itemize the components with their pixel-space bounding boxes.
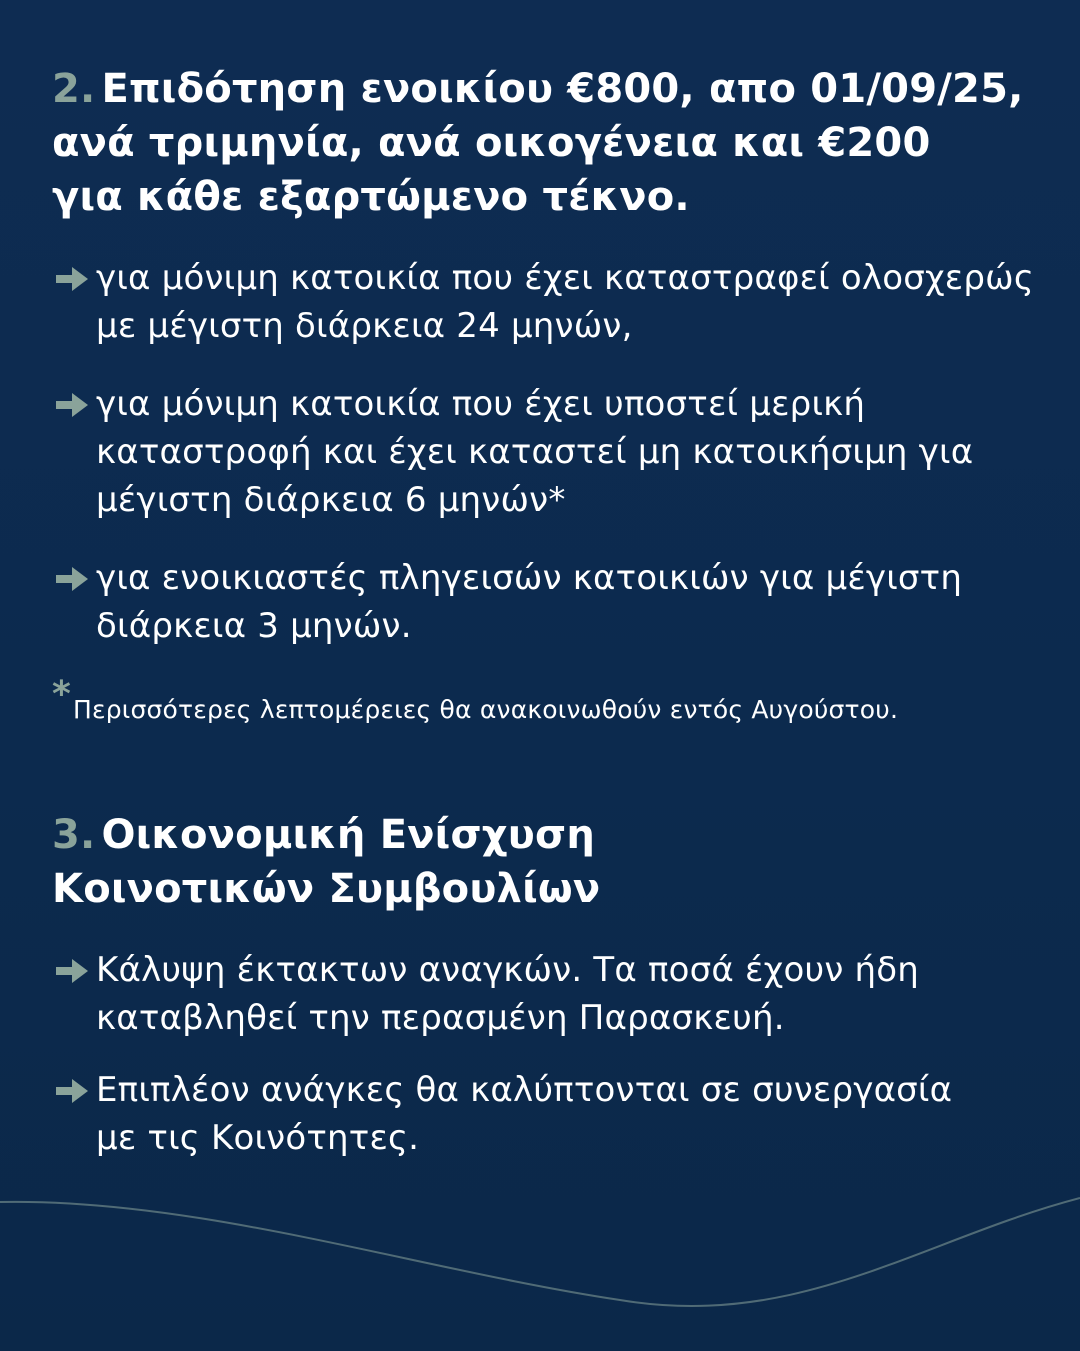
item-line: με μέγιστη διάρκεια 24 μηνών,	[96, 306, 633, 346]
section-2-list	[52, 254, 1040, 650]
list-item	[52, 946, 1040, 1042]
item-line: διάρκεια 3 μηνών.	[96, 606, 412, 646]
section-community-support	[52, 808, 1040, 1162]
footnote-text: Περισσότερες λεπτομέρειες θα ανακοινωθούν εντός Αυγούστου.	[73, 695, 899, 724]
arrow-right-icon	[54, 564, 90, 594]
section-3-heading	[52, 808, 1040, 916]
item-line: Κάλυψη έκτακτων αναγκών. Τα ποσά έχουν ήδη	[96, 950, 920, 990]
item-line: για μόνιμη κατοικία που έχει καταστραφεί ολοσχερώς	[96, 258, 1034, 298]
arrow-right-icon	[54, 956, 90, 986]
item-line: για ενοικιαστές πληγεισών κατοικιών για μέγιστη	[96, 558, 963, 598]
item-line: Επιπλέον ανάγκες θα καλύπτονται σε συνεργασία	[96, 1070, 953, 1110]
section-3-number: 3.	[52, 812, 96, 858]
arrow-right-icon	[54, 1076, 90, 1106]
asterisk-icon: *	[52, 674, 72, 715]
heading-line: ανά τριμηνία, ανά οικογένεια και €200	[52, 120, 931, 166]
list-item	[52, 380, 1040, 524]
list-item	[52, 1066, 1040, 1162]
item-line: με τις Κοινότητες.	[96, 1118, 420, 1158]
item-line: για μόνιμη κατοικία που έχει υποστεί μερική	[96, 384, 866, 424]
arrow-right-icon	[54, 390, 90, 420]
heading-line: Οικονομική Ενίσχυση	[101, 812, 596, 858]
footnote	[52, 674, 899, 727]
heading-line: Κοινοτικών Συμβουλίων	[52, 866, 601, 912]
arrow-right-icon	[54, 264, 90, 294]
heading-line: Επιδότηση ενοικίου €800, απο 01/09/25,	[101, 66, 1024, 112]
item-line: καταστροφή και έχει καταστεί μη κατοικήσιμη για	[96, 432, 974, 472]
list-item	[52, 254, 1040, 350]
wave-divider	[0, 1180, 1080, 1351]
heading-line: για κάθε εξαρτώμενο τέκνο.	[52, 174, 690, 220]
item-line: καταβληθεί την περασμένη Παρασκευή.	[96, 998, 785, 1038]
list-item	[52, 554, 1040, 650]
section-2-number: 2.	[52, 66, 96, 112]
section-3-list	[52, 946, 1040, 1162]
section-rent-subsidy	[52, 62, 1040, 650]
section-2-heading	[52, 62, 1040, 224]
item-line: μέγιστη διάρκεια 6 μηνών*	[96, 480, 566, 520]
